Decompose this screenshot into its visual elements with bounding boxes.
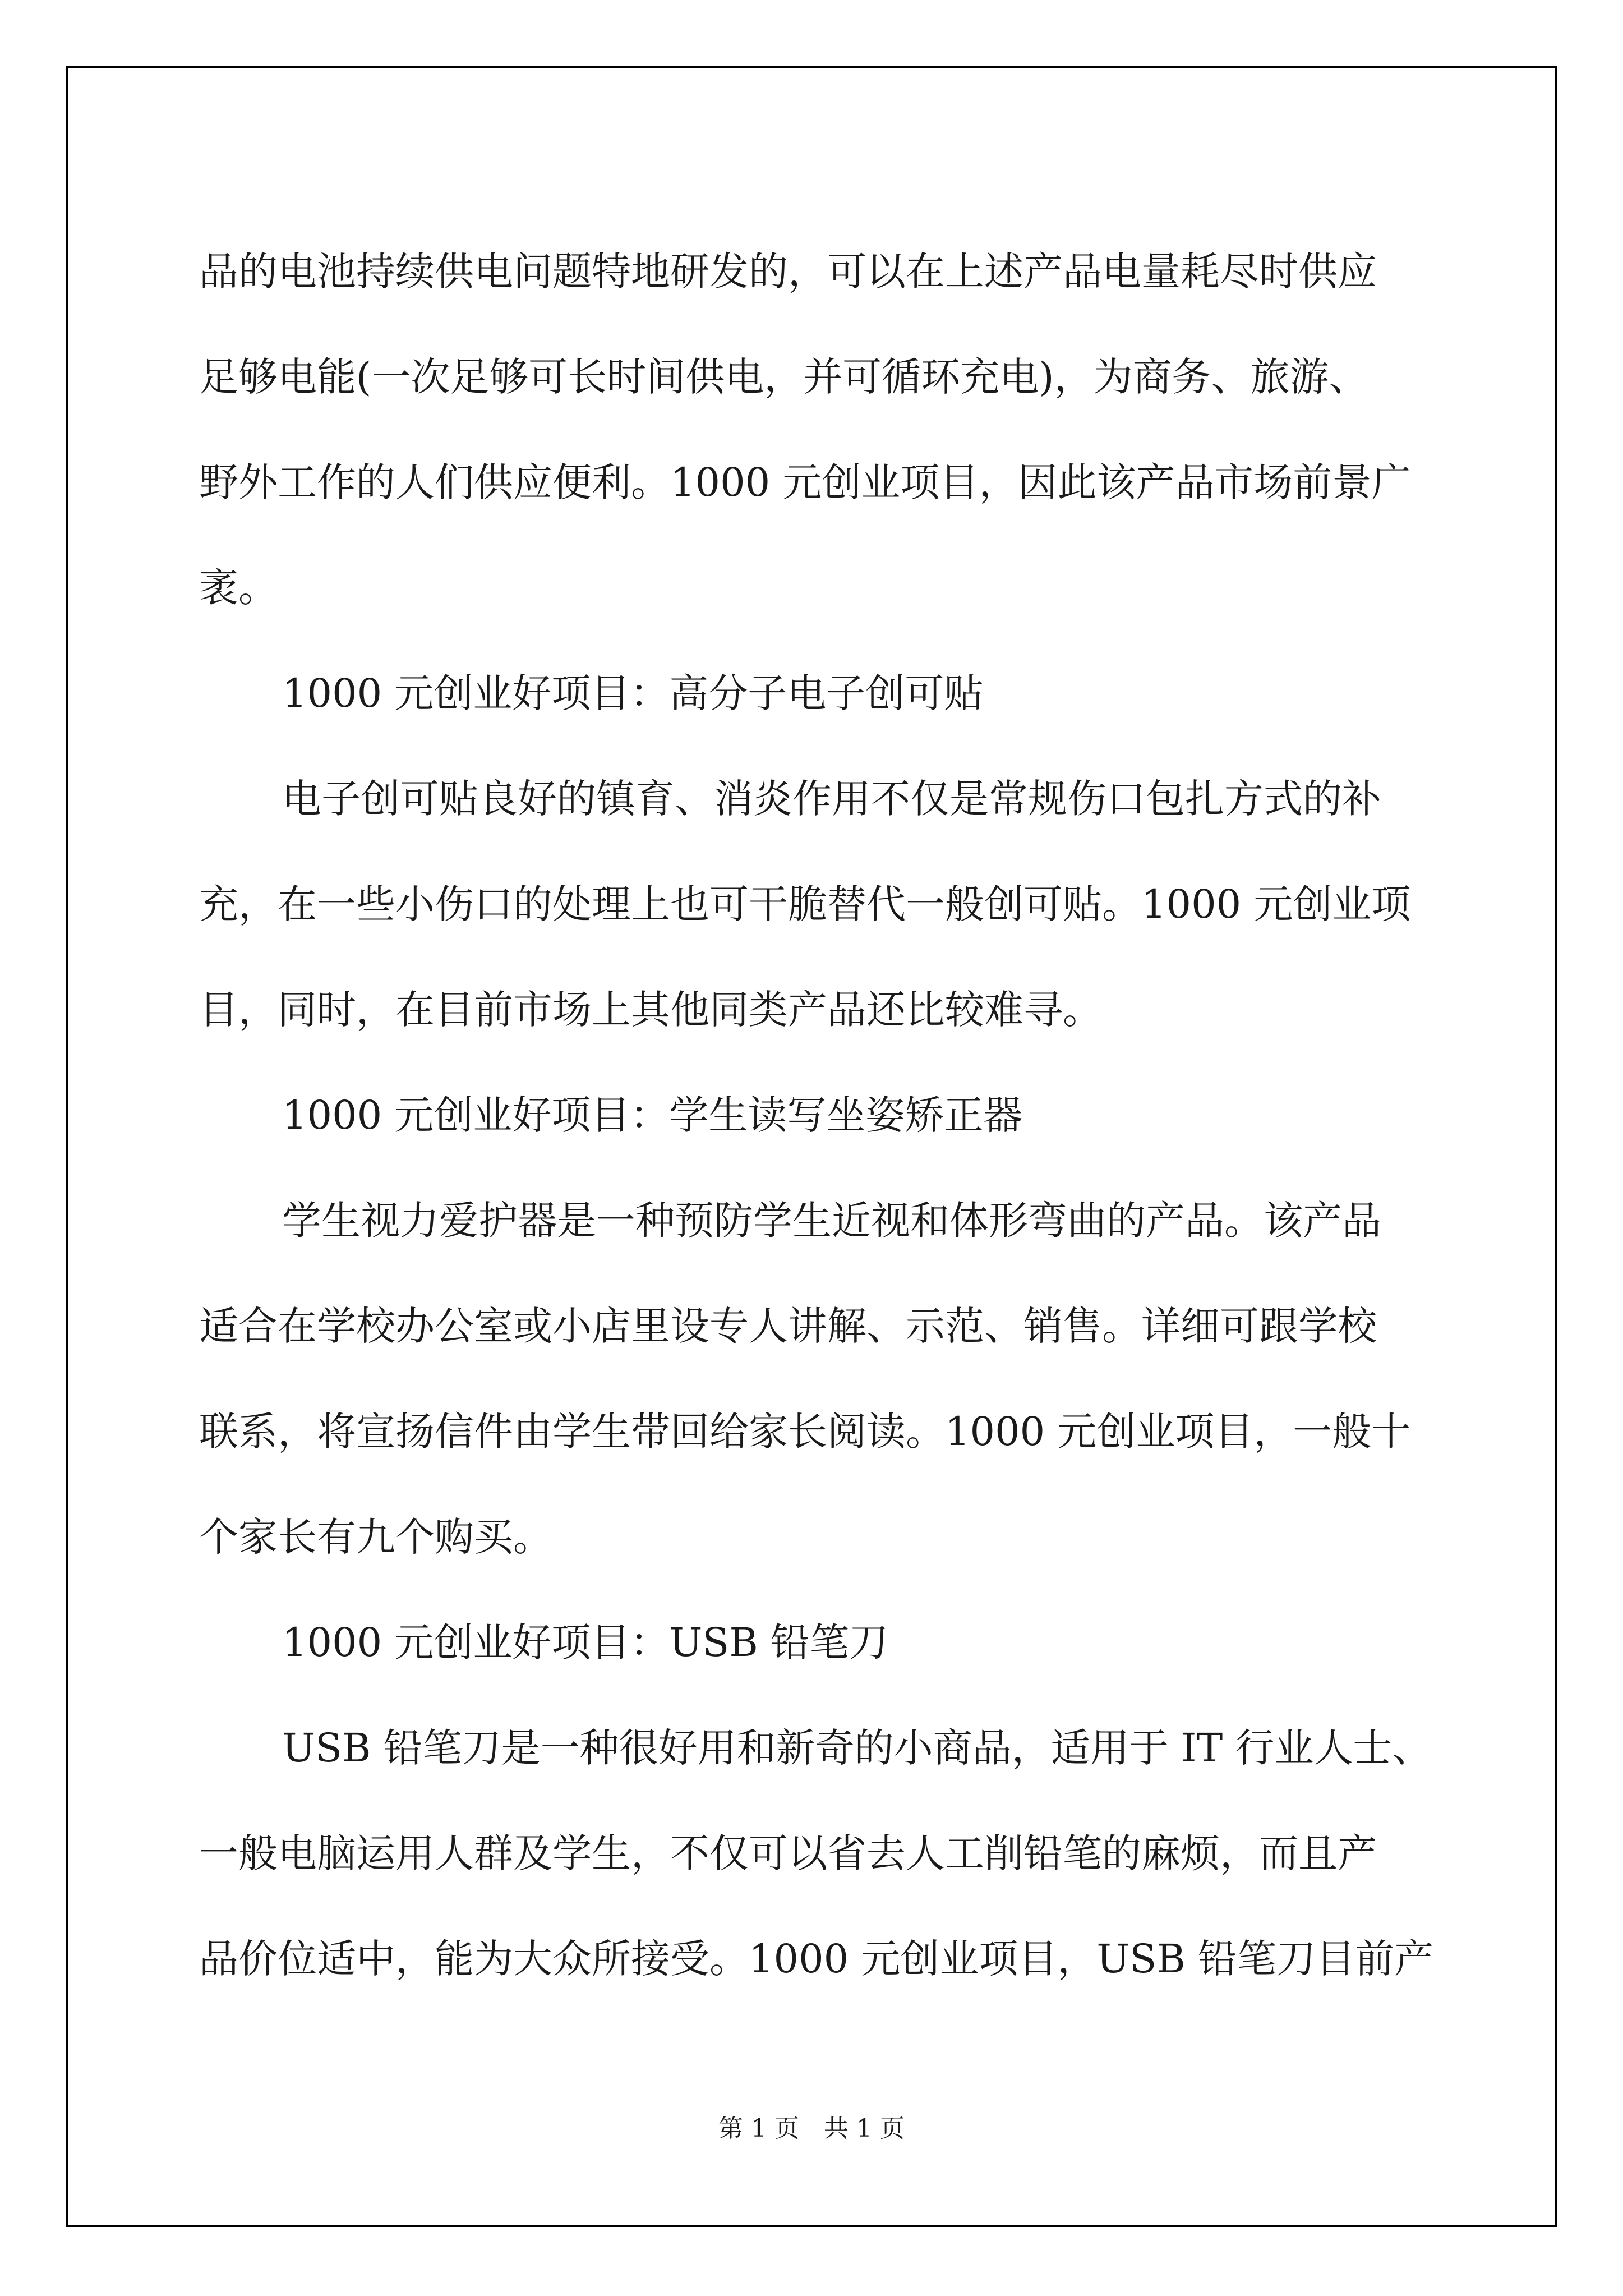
section-heading: 1000 元创业好项目：USB 铅笔刀 bbox=[282, 1619, 889, 1665]
text-line: 学生视力爱护器是一种预防学生近视和体形弯曲的产品。该产品 bbox=[282, 1198, 1381, 1244]
text-line: 充，在一些小伤口的处理上也可干脆替代一般创可贴。1000 元创业项 bbox=[199, 881, 1411, 927]
document-body bbox=[199, 219, 1465, 2012]
text-line: 适合在学校办公室或小店里设专人讲解、示范、销售。详细可跟学校 bbox=[199, 1303, 1377, 1349]
text-line: 联系，将宣扬信件由学生带回给家长阅读。1000 元创业项目，一般十 bbox=[199, 1409, 1411, 1455]
text-line: 品的电池持续供电问题特地研发的，可以在上述产品电量耗尽时供应 bbox=[199, 249, 1377, 295]
text-line: 目，同时，在目前市场上其他同类产品还比较难寻。 bbox=[199, 987, 1102, 1033]
text-line: USB 铅笔刀是一种很好用和新奇的小商品，适用于 IT 行业人士、 bbox=[282, 1725, 1432, 1771]
text-line: 品价位适中，能为大众所接受。1000 元创业项目，USB 铅笔刀目前产 bbox=[199, 1936, 1434, 1982]
text-line: 袤。 bbox=[199, 565, 278, 611]
text-line: 一般电脑运用人群及学生，不仅可以省去人工削铅笔的麻烦，而且产 bbox=[199, 1830, 1377, 1876]
page-number-current: 第 1 页 bbox=[718, 2114, 799, 2143]
text-line: 野外工作的人们供应便利。1000 元创业项目，因此该产品市场前景广 bbox=[199, 459, 1411, 505]
page-footer bbox=[0, 2112, 1623, 2146]
page-number-total: 共 1 页 bbox=[824, 2114, 905, 2143]
text-line: 电子创可贴良好的镇育、消炎作用不仅是常规伤口包扎方式的补 bbox=[282, 776, 1381, 822]
text-line: 个家长有九个购买。 bbox=[199, 1514, 552, 1560]
text-line: 足够电能(一次足够可长时间供电，并可循环充电)，为商务、旅游、 bbox=[199, 354, 1368, 400]
section-heading: 1000 元创业好项目：高分子电子创可贴 bbox=[282, 670, 984, 716]
section-heading: 1000 元创业好项目：学生读写坐姿矫正器 bbox=[282, 1092, 1023, 1138]
